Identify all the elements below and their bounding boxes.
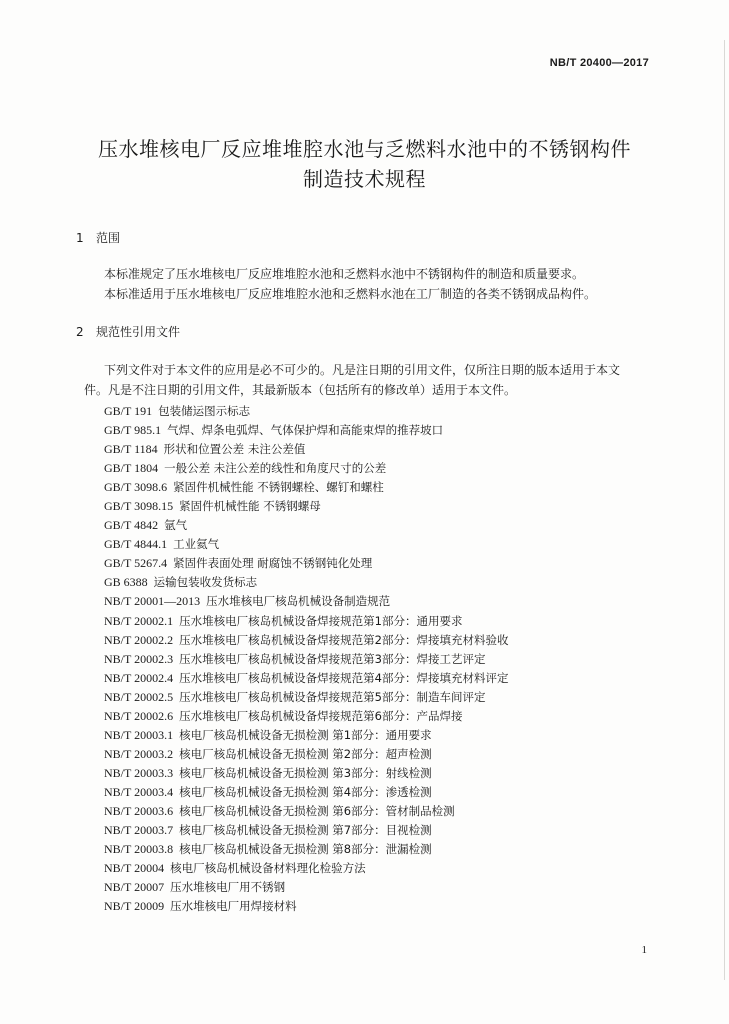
reference-code: NB/T 20003.1 [104,727,174,742]
reference-title: 压水堆核电厂核岛机械设备焊接规范第5部分：制造车间评定 [179,689,486,704]
reference-item [104,840,508,859]
reference-code: NB/T 20007 [104,880,165,895]
reference-item [104,650,508,669]
reference-code: NB/T 20003.4 [104,784,174,799]
reference-item [104,707,508,726]
reference-code: GB/T 191 [104,404,153,418]
reference-code: NB/T 20003.7 [104,823,174,838]
reference-title: 紧固件机械性能 不锈钢螺母 [179,499,321,514]
reference-title: 紧固件表面处理 耐腐蚀不锈钢钝化处理 [173,556,373,571]
reference-code: GB/T 1184 [104,442,158,457]
reference-item [104,669,508,688]
reference-title: 压水堆核电厂核岛机械设备焊接规范第3部分：焊接工艺评定 [179,651,486,666]
reference-code: GB 6388 [104,575,148,590]
section-1-title: 范围 [96,231,121,245]
reference-title: 核电厂核岛机械设备无损检测 第4部分：渗透检测 [179,784,432,799]
reference-code: GB/T 985.1 [104,423,162,438]
reference-code: NB/T 20001—2013 [104,594,201,609]
reference-title: 一般公差 未注公差的线性和角度尺寸的公差 [164,461,387,476]
reference-item [104,726,508,745]
section-2-number: 2 [76,325,84,339]
reference-item [104,783,508,802]
reference-item [104,859,508,878]
reference-code: NB/T 20002.1 [104,613,174,628]
reference-item [104,878,508,897]
reference-code: NB/T 20003.3 [104,765,174,780]
reference-item [104,478,508,497]
reference-item [104,554,508,573]
reference-title: 核电厂核岛机械设备无损检测 第7部分：目视检测 [179,823,432,838]
section-2-heading [76,324,180,340]
reference-code: NB/T 20003.6 [104,803,174,818]
references-intro-line-1: 下列文件对于本文件的应用是必不可少的。凡是注日期的引用文件，仅所注日期的版本适用于本文 [104,363,621,377]
page-number: 1 [641,944,647,956]
reference-item [104,573,508,592]
reference-code: NB/T 20002.4 [104,670,174,685]
reference-title: 压水堆核电厂核岛机械设备焊接规范第4部分：焊接填充材料评定 [179,670,509,685]
reference-code: GB/T 3098.15 [104,499,174,514]
reference-title: 核电厂核岛机械设备无损检测 第8部分：泄漏检测 [179,842,432,857]
reference-title: 核电厂核岛机械设备无损检测 第3部分：射线检测 [179,765,432,780]
references-intro-line-2: 件。凡是不注日期的引用文件，其最新版本（包括所有的修改单）适用于本文件。 [84,383,517,397]
reference-title: 运输包装收发货标志 [153,575,258,590]
reference-item [104,821,508,840]
reference-title: 压水堆核电厂用不锈钢 [170,880,286,895]
reference-item [104,459,508,478]
reference-item [104,440,508,459]
reference-title: 紧固件机械性能 不锈钢螺栓、螺钉和螺柱 [173,480,384,495]
reference-item [104,802,508,821]
reference-title: 工业氦气 [173,537,220,552]
reference-code: NB/T 20002.3 [104,651,174,666]
reference-item [104,631,508,650]
reference-code: GB/T 5267.4 [104,556,168,571]
reference-code: NB/T 20002.5 [104,689,174,704]
reference-title: 形状和位置公差 未注公差值 [163,442,306,457]
reference-item [104,516,508,535]
reference-title: 压水堆核电厂核岛机械设备焊接规范第2部分：焊接填充材料验收 [179,632,509,647]
reference-title: 压水堆核电厂核岛机械设备焊接规范第6部分：产品焊接 [179,708,463,723]
reference-title: 核电厂核岛机械设备无损检测 第6部分：管材制品检测 [179,803,455,818]
reference-title: 核电厂核岛机械设备无损检测 第2部分：超声检测 [179,746,432,761]
reference-title: 核电厂核岛机械设备无损检测 第1部分：通用要求 [179,727,432,742]
scope-paragraph-1: 本标准规定了压水堆核电厂反应堆堆腔水池和乏燃料水池中不锈钢构件的制造和质量要求。 [104,267,585,281]
standard-number: NB/T 20400—2017 [549,57,649,69]
section-1-number: 1 [76,231,84,245]
reference-item [104,497,508,516]
reference-item [104,535,508,554]
title-line-1: 压水堆核电厂反应堆堆腔水池与乏燃料水池中的不锈钢构件 [98,137,631,161]
reference-item [104,592,508,611]
reference-item [104,402,508,421]
title-line-2: 制造技术规程 [303,167,426,191]
reference-code: NB/T 20004 [104,861,165,876]
scope-paragraph-2: 本标准适用于压水堆核电厂反应堆堆腔水池和乏燃料水池在工厂制造的各类不锈钢成品构件。 [104,287,597,301]
reference-title: 氩气 [164,518,188,533]
document-title [0,134,729,194]
reference-item [104,688,508,707]
reference-code: GB/T 3098.6 [104,480,168,495]
reference-code: NB/T 20002.6 [104,708,174,723]
reference-code: NB/T 20003.8 [104,842,174,857]
reference-code: GB/T 4842 [104,518,159,533]
normative-references-list [104,402,508,916]
reference-title: 核电厂核岛机械设备材料理化检验方法 [170,861,366,876]
scan-edge-line [724,40,725,980]
reference-title: 包装储运图示标志 [158,404,251,418]
reference-code: NB/T 20003.2 [104,746,174,761]
reference-code: GB/T 1804 [104,461,159,476]
reference-code: NB/T 20009 [104,899,165,914]
reference-item [104,764,508,783]
section-1-heading [76,230,120,246]
reference-title: 压水堆核电厂用焊接材料 [170,899,297,914]
reference-title: 压水堆核电厂核岛机械设备制造规范 [206,594,391,609]
section-2-title: 规范性引用文件 [96,325,181,339]
reference-code: NB/T 20002.2 [104,632,174,647]
reference-title: 压水堆核电厂核岛机械设备焊接规范第1部分：通用要求 [179,613,463,628]
reference-item [104,421,508,440]
reference-code: GB/T 4844.1 [104,537,168,552]
reference-item [104,745,508,764]
reference-title: 气焊、焊条电弧焊、气体保护焊和高能束焊的推荐坡口 [167,423,444,438]
reference-item [104,897,508,916]
reference-item [104,612,508,631]
